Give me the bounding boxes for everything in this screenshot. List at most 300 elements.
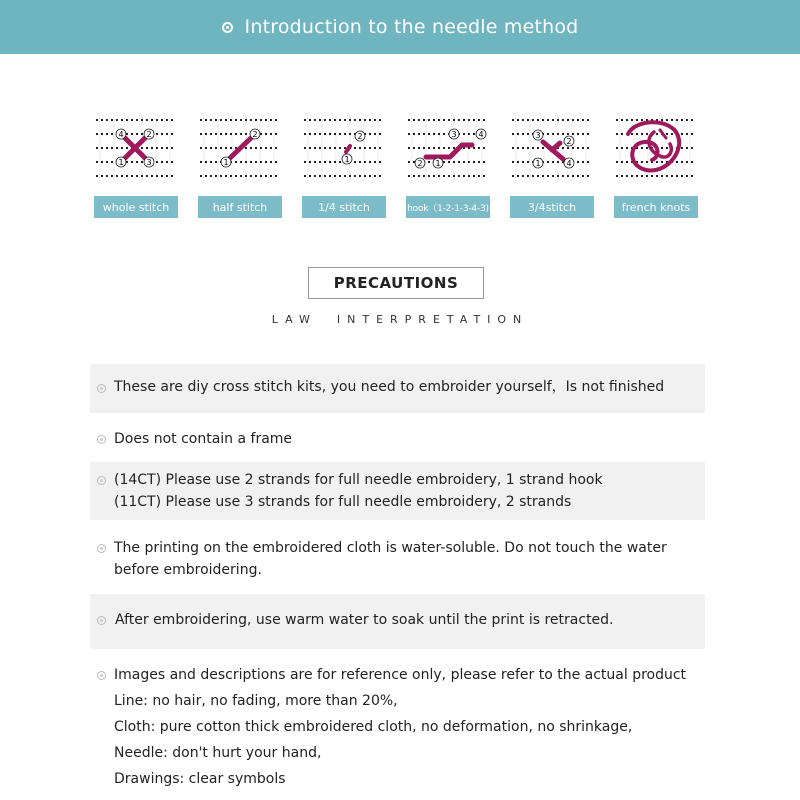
grid-dot xyxy=(453,161,455,163)
grid-dot xyxy=(666,119,668,121)
grid-dot xyxy=(359,161,361,163)
grid-dot xyxy=(171,119,173,121)
grid-dot xyxy=(349,133,351,135)
grid-dot xyxy=(418,147,420,149)
precaution-text: Line: no hair, no fading, more than 20%, xyxy=(114,693,398,709)
grid-dot xyxy=(240,161,242,163)
precautions-subtitle xyxy=(0,313,800,326)
grid-dot xyxy=(314,175,316,177)
header-title: Introduction to the needle method xyxy=(244,16,579,38)
grid-dot xyxy=(309,133,311,135)
grid-dot xyxy=(210,147,212,149)
grid-dot xyxy=(374,133,376,135)
grid-dot xyxy=(458,175,460,177)
grid-dot xyxy=(166,161,168,163)
grid-dot xyxy=(423,175,425,177)
svg-text:3: 3 xyxy=(451,130,457,139)
grid-dot xyxy=(364,161,366,163)
grid-dot xyxy=(626,147,628,149)
grid-dot xyxy=(166,147,168,149)
grid-dot xyxy=(661,175,663,177)
grid-dot xyxy=(245,147,247,149)
svg-text:1: 1 xyxy=(118,158,124,167)
grid-dot xyxy=(156,147,158,149)
grid-dot xyxy=(443,133,445,135)
grid-dot xyxy=(255,161,257,163)
stitch-whole xyxy=(94,112,180,218)
grid-dot xyxy=(111,147,113,149)
stitch-number xyxy=(355,131,365,141)
grid-dot xyxy=(156,119,158,121)
grid-dot xyxy=(220,175,222,177)
grid-dot xyxy=(567,147,569,149)
grid-dot xyxy=(443,119,445,121)
grid-dot xyxy=(616,175,618,177)
grid-dot xyxy=(666,175,668,177)
grid-dot xyxy=(116,147,118,149)
stitch-number xyxy=(433,158,443,168)
whole-stitch-diagram xyxy=(94,112,180,188)
grid-dot xyxy=(275,133,277,135)
grid-dot xyxy=(166,133,168,135)
grid-dot xyxy=(260,175,262,177)
grid-dot xyxy=(577,119,579,121)
stitch-label: 1/4 stitch xyxy=(302,196,386,218)
grid-dot xyxy=(408,175,410,177)
grid-dot xyxy=(210,161,212,163)
grid-dot xyxy=(582,175,584,177)
grid-dot xyxy=(517,119,519,121)
grid-dot xyxy=(240,119,242,121)
grid-dot xyxy=(418,175,420,177)
grid-dot xyxy=(691,147,693,149)
grid-dot xyxy=(131,161,133,163)
stitch-number xyxy=(449,129,459,139)
grid-dot xyxy=(686,147,688,149)
grid-dot xyxy=(225,133,227,135)
grid-dot xyxy=(483,161,485,163)
grid-dot xyxy=(646,133,648,135)
grid-dot xyxy=(532,119,534,121)
grid-dot xyxy=(215,161,217,163)
grid-dot xyxy=(691,175,693,177)
grid-dot xyxy=(161,133,163,135)
grid-dot xyxy=(161,175,163,177)
grid-dot xyxy=(141,133,143,135)
grid-dot xyxy=(433,147,435,149)
grid-dot xyxy=(146,175,148,177)
grid-dot xyxy=(443,175,445,177)
grid-dot xyxy=(106,119,108,121)
grid-dot xyxy=(171,147,173,149)
quarter-stitch-diagram xyxy=(302,112,388,188)
stitch-number xyxy=(476,129,486,139)
grid-dot xyxy=(349,119,351,121)
grid-dot xyxy=(230,119,232,121)
grid-dot xyxy=(235,133,237,135)
grid-dot xyxy=(468,119,470,121)
grid-dot xyxy=(141,147,143,149)
grid-dot xyxy=(166,175,168,177)
grid-dot xyxy=(676,119,678,121)
grid-dot xyxy=(235,161,237,163)
grid-dot xyxy=(646,161,648,163)
bullet-icon xyxy=(97,435,106,444)
grid-dot xyxy=(334,133,336,135)
grid-dot xyxy=(453,147,455,149)
grid-dot xyxy=(250,147,252,149)
grid-dot xyxy=(636,133,638,135)
grid-dot xyxy=(250,161,252,163)
grid-dot xyxy=(225,175,227,177)
grid-dot xyxy=(562,175,564,177)
grid-dot xyxy=(557,119,559,121)
grid-dot xyxy=(245,119,247,121)
grid-dot xyxy=(473,133,475,135)
grid-dot xyxy=(621,175,623,177)
stitch-diagrams xyxy=(80,112,720,232)
grid-dot xyxy=(686,119,688,121)
grid-dot xyxy=(156,133,158,135)
grid-dot xyxy=(582,161,584,163)
grid-dot xyxy=(587,175,589,177)
grid-dot xyxy=(106,161,108,163)
grid-dot xyxy=(319,175,321,177)
grid-dot xyxy=(146,119,148,121)
precaution-text: Drawings: clear symbols xyxy=(114,771,286,787)
grid-dot xyxy=(309,175,311,177)
precaution-text: (11CT) Please use 3 strands for full needle embroidery, 2 strands xyxy=(114,494,572,510)
bullet-icon xyxy=(97,384,106,393)
grid-dot xyxy=(359,119,361,121)
stitch-number xyxy=(144,129,154,139)
grid-dot xyxy=(379,119,381,121)
thread-line xyxy=(346,146,350,152)
grid-dot xyxy=(200,147,202,149)
grid-dot xyxy=(260,119,262,121)
grid-dot xyxy=(250,175,252,177)
grid-dot xyxy=(230,175,232,177)
grid-dot xyxy=(418,119,420,121)
grid-dot xyxy=(413,133,415,135)
grid-dot xyxy=(344,175,346,177)
grid-dot xyxy=(438,133,440,135)
grid-dot xyxy=(582,133,584,135)
grid-dot xyxy=(161,147,163,149)
grid-dot xyxy=(111,161,113,163)
grid-dot xyxy=(582,119,584,121)
grid-dot xyxy=(448,119,450,121)
grid-dot xyxy=(408,161,410,163)
grid-dot xyxy=(106,175,108,177)
stitch-number xyxy=(144,157,154,167)
grid-dot xyxy=(433,119,435,121)
grid-dot xyxy=(522,175,524,177)
grid-dot xyxy=(587,119,589,121)
grid-dot xyxy=(131,133,133,135)
grid-dot xyxy=(205,119,207,121)
grid-dot xyxy=(671,133,673,135)
grid-dot xyxy=(686,133,688,135)
precaution-item xyxy=(90,364,705,413)
grid-dot xyxy=(433,175,435,177)
grid-dot xyxy=(547,119,549,121)
svg-text:2: 2 xyxy=(146,130,152,139)
grid-dot xyxy=(255,119,257,121)
grid-dot xyxy=(438,119,440,121)
grid-dot xyxy=(205,161,207,163)
grid-dot xyxy=(478,161,480,163)
grid-dot xyxy=(443,147,445,149)
grid-dot xyxy=(235,119,237,121)
grid-dot xyxy=(359,147,361,149)
grid-dot xyxy=(111,175,113,177)
grid-dot xyxy=(369,175,371,177)
grid-dot xyxy=(468,175,470,177)
grid-dot xyxy=(369,147,371,149)
grid-dot xyxy=(527,147,529,149)
grid-dot xyxy=(171,175,173,177)
grid-dot xyxy=(324,175,326,177)
grid-dot xyxy=(582,147,584,149)
grid-dot xyxy=(245,175,247,177)
grid-dot xyxy=(641,133,643,135)
grid-dot xyxy=(428,161,430,163)
grid-dot xyxy=(354,175,356,177)
svg-text:1: 1 xyxy=(223,158,229,167)
grid-dot xyxy=(141,119,143,121)
grid-dot xyxy=(329,175,331,177)
grid-dot xyxy=(552,119,554,121)
stitch-label: half stitch xyxy=(198,196,282,218)
grid-dot xyxy=(453,119,455,121)
grid-dot xyxy=(270,119,272,121)
grid-dot xyxy=(235,175,237,177)
three-quarter-stitch-diagram xyxy=(510,112,596,188)
svg-text:1: 1 xyxy=(435,159,441,168)
precaution-text: The printing on the embroidered cloth is water-soluble. Do not touch the water xyxy=(114,540,667,556)
grid-dot xyxy=(547,175,549,177)
grid-dot xyxy=(478,175,480,177)
bullet-icon xyxy=(97,544,106,553)
grid-dot xyxy=(379,175,381,177)
grid-dot xyxy=(106,133,108,135)
grid-dot xyxy=(379,133,381,135)
stitch-three-quarter xyxy=(510,112,596,218)
svg-text:3: 3 xyxy=(535,131,541,140)
grid-dot xyxy=(329,161,331,163)
grid-dot xyxy=(616,161,618,163)
grid-dot xyxy=(101,175,103,177)
grid-dot xyxy=(101,161,103,163)
grid-dot xyxy=(453,175,455,177)
grid-dot xyxy=(111,119,113,121)
grid-dot xyxy=(636,175,638,177)
grid-dot xyxy=(101,119,103,121)
grid-dot xyxy=(547,161,549,163)
grid-dot xyxy=(265,175,267,177)
grid-dot xyxy=(473,161,475,163)
grid-dot xyxy=(171,133,173,135)
grid-dot xyxy=(354,161,356,163)
svg-text:3: 3 xyxy=(146,158,152,167)
grid-dot xyxy=(334,175,336,177)
precaution-item xyxy=(90,417,705,461)
grid-dot xyxy=(304,147,306,149)
grid-dot xyxy=(96,175,98,177)
grid-dot xyxy=(681,175,683,177)
grid-dot xyxy=(200,161,202,163)
precaution-item xyxy=(90,662,705,794)
precaution-text: Needle: don't hurt your hand, xyxy=(114,745,322,761)
grid-dot xyxy=(478,147,480,149)
stitch-label: french knots xyxy=(614,196,698,218)
grid-dot xyxy=(552,175,554,177)
grid-dot xyxy=(369,161,371,163)
grid-dot xyxy=(631,175,633,177)
stitch-number xyxy=(116,129,126,139)
french-knots-diagram xyxy=(614,112,700,188)
grid-dot xyxy=(324,147,326,149)
grid-dot xyxy=(661,161,663,163)
grid-dot xyxy=(354,119,356,121)
grid-dot xyxy=(215,175,217,177)
grid-dot xyxy=(166,119,168,121)
grid-dot xyxy=(656,133,658,135)
grid-dot xyxy=(200,175,202,177)
grid-dot xyxy=(423,147,425,149)
grid-dot xyxy=(344,119,346,121)
grid-dot xyxy=(255,147,257,149)
stitch-french-knots xyxy=(614,112,700,218)
grid-dot xyxy=(666,147,668,149)
grid-dot xyxy=(101,147,103,149)
precaution-text: Does not contain a frame xyxy=(114,431,293,447)
grid-dot xyxy=(587,133,589,135)
grid-dot xyxy=(527,175,529,177)
grid-dot xyxy=(171,161,173,163)
header-bar xyxy=(0,0,800,54)
grid-dot xyxy=(319,161,321,163)
grid-dot xyxy=(626,161,628,163)
grid-dot xyxy=(374,175,376,177)
grid-dot xyxy=(324,161,326,163)
grid-dot xyxy=(577,161,579,163)
grid-dot xyxy=(359,175,361,177)
grid-dot xyxy=(691,161,693,163)
grid-dot xyxy=(96,147,98,149)
grid-dot xyxy=(339,147,341,149)
grid-dot xyxy=(200,133,202,135)
grid-dot xyxy=(349,175,351,177)
grid-dot xyxy=(527,119,529,121)
grid-dot xyxy=(681,147,683,149)
grid-dot xyxy=(141,161,143,163)
grid-dot xyxy=(478,119,480,121)
grid-dot xyxy=(121,175,123,177)
grid-dot xyxy=(577,175,579,177)
grid-dot xyxy=(587,147,589,149)
grid-dot xyxy=(314,133,316,135)
circle-dot-icon xyxy=(222,22,233,33)
grid-dot xyxy=(334,147,336,149)
grid-dot xyxy=(686,175,688,177)
grid-dot xyxy=(512,119,514,121)
grid-dot xyxy=(626,119,628,121)
grid-dot xyxy=(572,175,574,177)
grid-dot xyxy=(681,133,683,135)
grid-dot xyxy=(512,175,514,177)
grid-dot xyxy=(225,147,227,149)
grid-dot xyxy=(215,133,217,135)
precaution-item xyxy=(90,527,705,589)
grid-dot xyxy=(428,133,430,135)
grid-dot xyxy=(220,119,222,121)
grid-dot xyxy=(304,175,306,177)
grid-dot xyxy=(270,133,272,135)
grid-dot xyxy=(126,147,128,149)
grid-dot xyxy=(691,133,693,135)
grid-dot xyxy=(408,133,410,135)
grid-dot xyxy=(329,147,331,149)
grid-dot xyxy=(517,175,519,177)
grid-dot xyxy=(532,147,534,149)
grid-dot xyxy=(156,161,158,163)
grid-dot xyxy=(463,175,465,177)
grid-dot xyxy=(354,147,356,149)
stitch-half xyxy=(198,112,284,218)
grid-dot xyxy=(552,133,554,135)
grid-dot xyxy=(275,175,277,177)
grid-dot xyxy=(562,133,564,135)
grid-dot xyxy=(408,119,410,121)
grid-dot xyxy=(473,119,475,121)
subtitle-right: INTERPRETATION xyxy=(336,313,529,326)
grid-dot xyxy=(151,147,153,149)
grid-dot xyxy=(621,147,623,149)
stitch-number xyxy=(533,158,543,168)
grid-dot xyxy=(418,133,420,135)
grid-dot xyxy=(200,119,202,121)
grid-dot xyxy=(567,119,569,121)
grid-dot xyxy=(681,119,683,121)
grid-dot xyxy=(413,119,415,121)
stitch-number xyxy=(564,136,574,146)
grid-dot xyxy=(265,147,267,149)
grid-dot xyxy=(151,175,153,177)
grid-dot xyxy=(512,147,514,149)
grid-dot xyxy=(309,161,311,163)
precautions-title: PRECAUTIONS xyxy=(308,267,484,299)
grid-dot xyxy=(641,161,643,163)
grid-dot xyxy=(275,119,277,121)
grid-dot xyxy=(428,147,430,149)
grid-dot xyxy=(631,119,633,121)
grid-dot xyxy=(210,133,212,135)
grid-dot xyxy=(121,119,123,121)
grid-dot xyxy=(423,133,425,135)
grid-dot xyxy=(329,119,331,121)
grid-dot xyxy=(220,133,222,135)
grid-dot xyxy=(96,119,98,121)
grid-dot xyxy=(334,161,336,163)
grid-dot xyxy=(265,161,267,163)
grid-dot xyxy=(161,119,163,121)
grid-dot xyxy=(319,133,321,135)
grid-dot xyxy=(433,133,435,135)
grid-dot xyxy=(116,175,118,177)
thread-line xyxy=(426,145,472,157)
